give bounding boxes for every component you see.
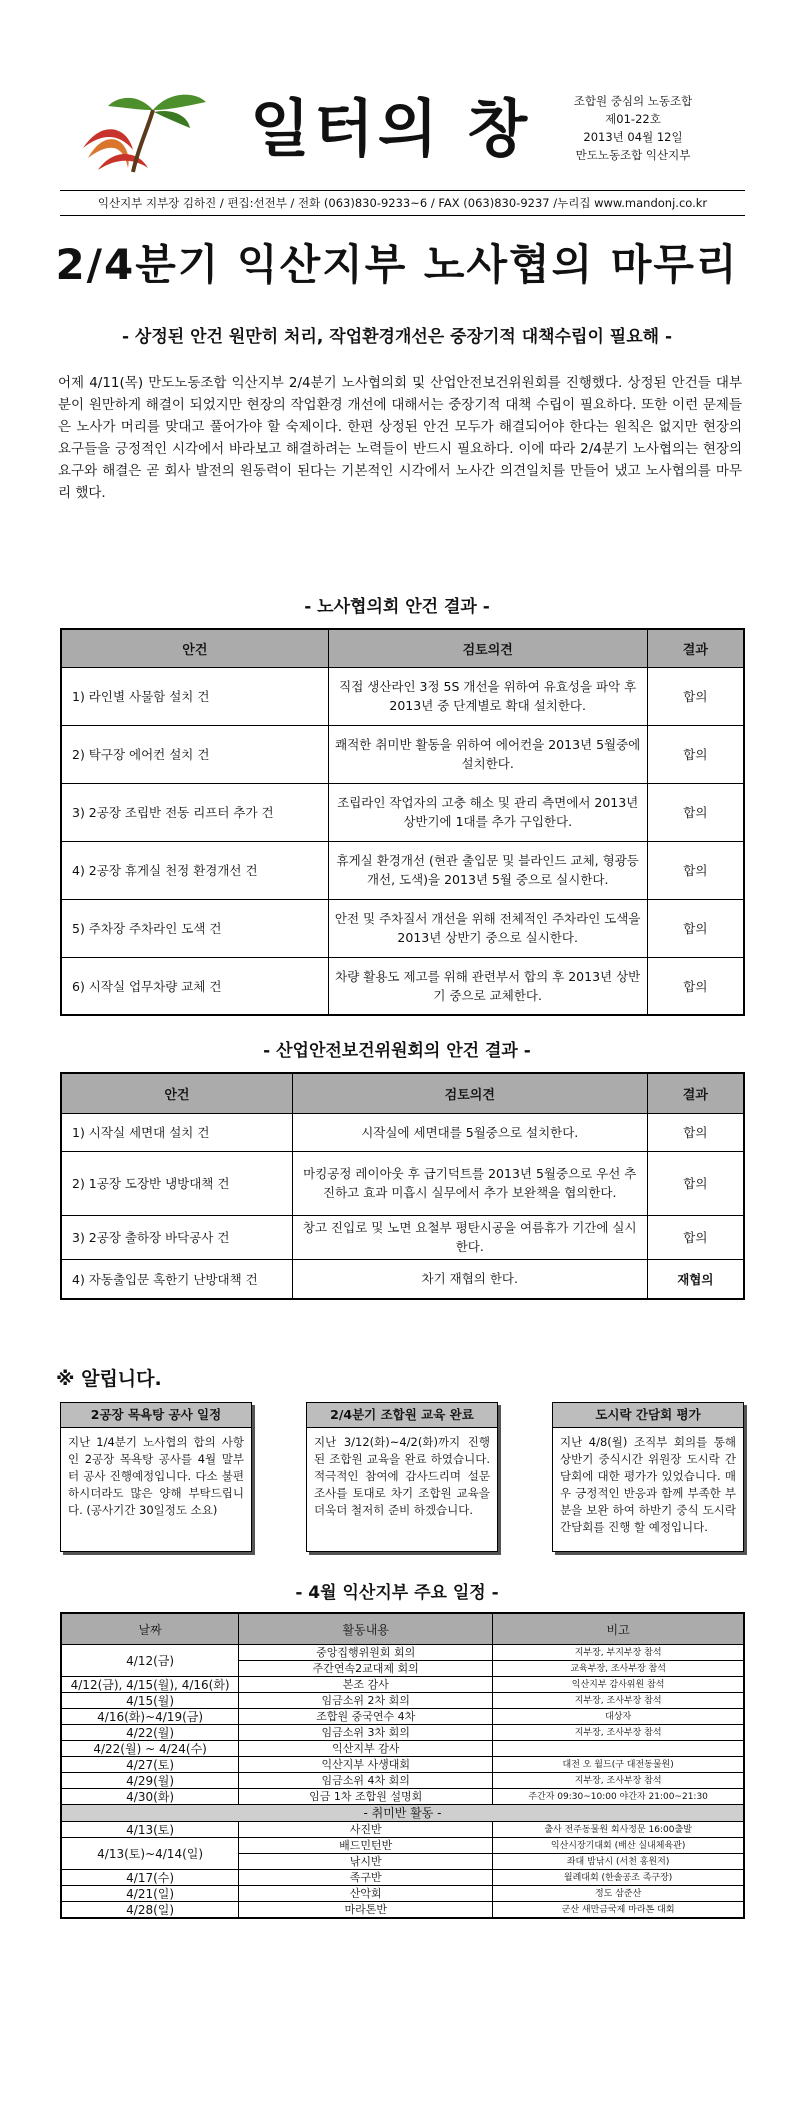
contact-info-bar: 익산지부 지부장 김하진 / 편집:선전부 / 전화 (063)830-9233~6 / FAX (063)830-9237 /누리집 www.mandonj.co.kr — [97, 196, 708, 210]
review-opinion: 마킹공정 레이아웃 후 급기덕트를 2013년 5월중으로 우선 추진하고 효과 미흡시 실무에서 추가 보완책을 협의한다. — [292, 1151, 647, 1215]
notice-box — [60, 1402, 252, 1552]
table-row — [61, 1789, 744, 1805]
schedule-activity: 족구반 — [239, 1870, 493, 1886]
schedule-note: 익산지부 감사위원 참석 — [493, 1677, 744, 1693]
table-row — [61, 1113, 744, 1151]
table-row — [61, 1151, 744, 1215]
column-header: 안건 — [61, 1073, 292, 1113]
table-row — [61, 1902, 744, 1919]
table-row — [61, 1886, 744, 1902]
schedule-date: 4/15(월) — [61, 1693, 239, 1709]
notice-box — [552, 1402, 744, 1552]
header-divider — [60, 190, 745, 191]
schedule-activity: 본조 감사 — [239, 1677, 493, 1693]
schedule-date: 4/22(월) — [61, 1725, 239, 1741]
intro-paragraph: 어제 4/11(목) 만도노동조합 익산지부 2/4분기 노사협의회 및 산업안전보건위원회를 진행했다. 상정된 안건들 대부분이 원만하게 해결이 되었지만 현장의 작업환경 개선에 대해서는 중장기적 대책 수립이 필요하다. 또한 이런 문제들은 노사가 머리를 맞대고 풀어가야 할 숙제이다. 한편 상정된 안건 모두가 해결되어야 한다는 원칙은 없지만 현장의 요구들을 긍정적인 시각에서 바라보고 해결하려는 노력들이 반드시 필요하다. 이에 따라 2/4분기 노사협의는 현장의 요구와 해결은 곧 회사 발전의 원동력이 된다는 기본적인 시각에서 노사간 의견일치를 만들어 냈고 노사협의를 마무리 했다. — [58, 375, 742, 501]
meta-issue-number: 제01-22호 — [605, 112, 661, 126]
schedule-date: 4/12(금), 4/15(월), 4/16(화) — [61, 1677, 239, 1693]
schedule-note: 교육부장, 조사부장 참석 — [493, 1661, 744, 1677]
table-row — [61, 667, 744, 725]
schedule-date: 4/13(토)~4/14(일) — [61, 1838, 239, 1870]
table-row — [61, 1870, 744, 1886]
safety-committee-table — [60, 1072, 745, 1300]
schedule-activity: 임금소위 2차 회의 — [239, 1693, 493, 1709]
schedule-activity: 중앙집행위원회 회의 — [239, 1645, 493, 1661]
schedule-note: 지부장, 조사부장 참석 — [493, 1693, 744, 1709]
table-header-row — [61, 1613, 744, 1645]
schedule-activity: 주간연속2교대제 회의 — [239, 1661, 493, 1677]
table-row — [61, 1822, 744, 1838]
agenda-item: 1) 라인별 사물함 설치 건 — [61, 667, 328, 725]
notice-title: ※ 알립니다. — [56, 1368, 162, 1390]
schedule-activity: 임금소위 4차 회의 — [239, 1773, 493, 1789]
review-opinion: 차기 재협의 한다. — [292, 1259, 647, 1299]
review-opinion: 시작실에 세면대를 5월중으로 설치한다. — [292, 1113, 647, 1151]
notice-box-body: 지난 3/12(화)~4/2(화)까지 진행된 조합원 교육을 완료 하였습니다. 적극적인 참여에 감사드리며 설문조사를 토대로 차기 조합원 교육을 더욱더 철저히 준비 하겠습니다. — [314, 1435, 490, 1517]
table-row — [61, 1677, 744, 1693]
table-row — [61, 783, 744, 841]
schedule-date: 4/17(수) — [61, 1870, 239, 1886]
schedule-table — [60, 1612, 745, 1919]
hobby-section-row — [61, 1805, 744, 1822]
schedule-note: 지부장, 부지부장 참석 — [493, 1645, 744, 1661]
table-row — [61, 1693, 744, 1709]
schedule-note: 출사 전주동물원 회사정문 16:00출발 — [493, 1822, 744, 1838]
agenda-item: 3) 2공장 조립반 전동 리프터 추가 건 — [61, 783, 328, 841]
schedule-activity: 임금소위 3차 회의 — [239, 1725, 493, 1741]
review-opinion: 안전 및 주차질서 개선을 위해 전체적인 주차라인 도색을 2013년 상반기 중으로 실시한다. — [328, 899, 647, 957]
table-row — [61, 1725, 744, 1741]
review-opinion: 휴게실 환경개선 (현관 출입문 및 블라인드 교체, 형광등 개선, 도색)을 2013년 5월 중으로 실시한다. — [328, 841, 647, 899]
review-opinion: 쾌적한 취미반 활동을 위하여 에어컨을 2013년 5월중에 설치한다. — [328, 725, 647, 783]
table-row — [61, 957, 744, 1015]
column-header: 검토의견 — [328, 629, 647, 667]
schedule-activity: 익산지부 사생대회 — [239, 1757, 493, 1773]
schedule-note: 지부장, 조사부장 참석 — [493, 1725, 744, 1741]
schedule-activity: 임금 1차 조합원 설명회 — [239, 1789, 493, 1805]
result-cell: 합의 — [647, 957, 744, 1015]
result-cell: 합의 — [647, 783, 744, 841]
notice-box-title: 2/4분기 조합원 교육 완료 — [307, 1403, 497, 1428]
result-cell: 합의 — [647, 841, 744, 899]
info-divider — [60, 215, 745, 216]
table-row — [61, 1741, 744, 1757]
issue-meta — [548, 92, 718, 164]
schedule-activity: 익산지부 감사 — [239, 1741, 493, 1757]
newsletter-title: 일터의 창 — [250, 92, 532, 165]
review-opinion: 직접 생산라인 3정 5S 개선을 위하여 유효성을 파악 후 2013년 중 단계별로 확대 설치한다. — [328, 667, 647, 725]
agenda-item: 2) 1공장 도장반 냉방대책 건 — [61, 1151, 292, 1215]
schedule-date: 4/12(금) — [61, 1645, 239, 1677]
headline: 2/4분기 익산지부 노사협의 마무리 — [55, 240, 739, 289]
schedule-date: 4/13(토) — [61, 1822, 239, 1838]
schedule-note: 월례대회 (한솔공조 족구장) — [493, 1870, 744, 1886]
result-cell: 합의 — [647, 1151, 744, 1215]
agenda-item: 4) 자동출입문 혹한기 난방대책 건 — [61, 1259, 292, 1299]
labor-council-table — [60, 628, 745, 1016]
review-opinion: 조립라인 작업자의 고충 해소 및 관리 측면에서 2013년 상반기에 1대를 추가 구입한다. — [328, 783, 647, 841]
table-row — [61, 1259, 744, 1299]
result-cell: 합의 — [647, 1113, 744, 1151]
schedule-activity: 배드민턴반 — [239, 1838, 493, 1854]
table-header-row — [61, 1073, 744, 1113]
schedule-date: 4/22(월) ~ 4/24(수) — [61, 1741, 239, 1757]
schedule-note: 주간자 09:30~10:00 야간자 21:00~21:30 — [493, 1789, 744, 1805]
schedule-date: 4/21(일) — [61, 1886, 239, 1902]
schedule-note: 군산 새만금국제 마라톤 대회 — [493, 1902, 744, 1919]
review-opinion: 창고 진입로 및 노면 요철부 평탄시공을 여름휴가 기간에 실시한다. — [292, 1215, 647, 1259]
schedule-date: 4/28(일) — [61, 1902, 239, 1919]
result-cell: 합의 — [647, 899, 744, 957]
agenda-item: 4) 2공장 휴게실 천정 환경개선 건 — [61, 841, 328, 899]
schedule-note — [493, 1741, 744, 1757]
notice-box — [306, 1402, 498, 1552]
result-cell: 합의 — [647, 667, 744, 725]
schedule-date: 4/27(토) — [61, 1757, 239, 1773]
schedule-date: 4/29(월) — [61, 1773, 239, 1789]
meta-date: 2013년 04월 12일 — [583, 130, 683, 144]
meta-publisher: 만도노동조합 익산지부 — [575, 148, 691, 162]
schedule-title: - 4월 익산지부 주요 일정 - — [295, 1583, 499, 1603]
table-row — [61, 1215, 744, 1259]
table-row — [61, 899, 744, 957]
schedule-note: 지부장, 조사부장 참석 — [493, 1773, 744, 1789]
schedule-activity: 낚시반 — [239, 1854, 493, 1870]
hobby-section-label: - 취미반 활동 - — [61, 1805, 744, 1822]
table-row — [61, 1645, 744, 1661]
column-header: 비고 — [493, 1613, 744, 1645]
notice-box-body: 지난 1/4분기 노사협의 합의 사항인 2공장 목욕탕 공사를 4월 말부터 공사 진행예정입니다. 다소 불편하시더라도 많은 양해 부탁드립니다. (공사기간 30일정도 소요) — [68, 1435, 244, 1517]
column-header: 결과 — [647, 1073, 744, 1113]
schedule-date: 4/16(화)~4/19(금) — [61, 1709, 239, 1725]
notice-box-title: 2공장 목욕탕 공사 일정 — [61, 1403, 251, 1428]
subheadline: - 상정된 안건 원만히 처리, 작업환경개선은 중장기적 대책수립이 필요해 - — [121, 327, 673, 347]
table-header-row — [61, 629, 744, 667]
schedule-date: 4/30(화) — [61, 1789, 239, 1805]
schedule-note: 대상자 — [493, 1709, 744, 1725]
result-cell: 재협의 — [647, 1259, 744, 1299]
schedule-activity: 산악회 — [239, 1886, 493, 1902]
review-opinion: 차량 활용도 제고를 위해 관련부서 합의 후 2013년 상반기 중으로 교체한다. — [328, 957, 647, 1015]
agenda-item: 3) 2공장 출하장 바닥공사 건 — [61, 1215, 292, 1259]
column-header: 안건 — [61, 629, 328, 667]
schedule-activity: 사진반 — [239, 1822, 493, 1838]
column-header: 활동내용 — [239, 1613, 493, 1645]
agenda-item: 6) 시작실 업무차량 교체 건 — [61, 957, 328, 1015]
schedule-note: 정도 삼준산 — [493, 1886, 744, 1902]
table-row — [61, 1838, 744, 1854]
column-header: 결과 — [647, 629, 744, 667]
meta-slogan: 조합원 중심의 노동조합 — [573, 94, 693, 108]
agenda-item: 2) 탁구장 에어컨 설치 건 — [61, 725, 328, 783]
result-cell: 합의 — [647, 725, 744, 783]
schedule-note: 익산시장기대회 (배산 실내체육관) — [493, 1838, 744, 1854]
table-row — [61, 1773, 744, 1789]
schedule-note: 대전 오 월드(구 대전동물원) — [493, 1757, 744, 1773]
column-header: 날짜 — [61, 1613, 239, 1645]
safety-committee-title: - 산업안전보건위원회의 안건 결과 - — [263, 1041, 531, 1061]
labor-council-title: - 노사협의회 안건 결과 - — [304, 597, 490, 617]
column-header: 검토의견 — [292, 1073, 647, 1113]
schedule-activity: 마라톤반 — [239, 1902, 493, 1919]
agenda-item: 1) 시작실 세면대 설치 건 — [61, 1113, 292, 1151]
schedule-note: 좌대 밤낚시 (서천 홍원저) — [493, 1854, 744, 1870]
notice-box-body: 지난 4/8(월) 조직부 회의를 통해 상반기 중식시간 위원장 도시락 간담회에 대한 평가가 있었습니다. 매우 긍정적인 반응과 함께 부족한 부분을 보완 하여 하반기 중식 도시락간담회를 진행 할 예정입니다. — [560, 1435, 736, 1534]
result-cell: 합의 — [647, 1215, 744, 1259]
union-logo-icon — [78, 88, 228, 176]
schedule-activity: 조합원 중국연수 4차 — [239, 1709, 493, 1725]
table-row — [61, 1757, 744, 1773]
table-row — [61, 841, 744, 899]
notice-box-title: 도시락 간담회 평가 — [553, 1403, 743, 1428]
table-row — [61, 1709, 744, 1725]
agenda-item: 5) 주차장 주차라인 도색 건 — [61, 899, 328, 957]
table-row — [61, 725, 744, 783]
